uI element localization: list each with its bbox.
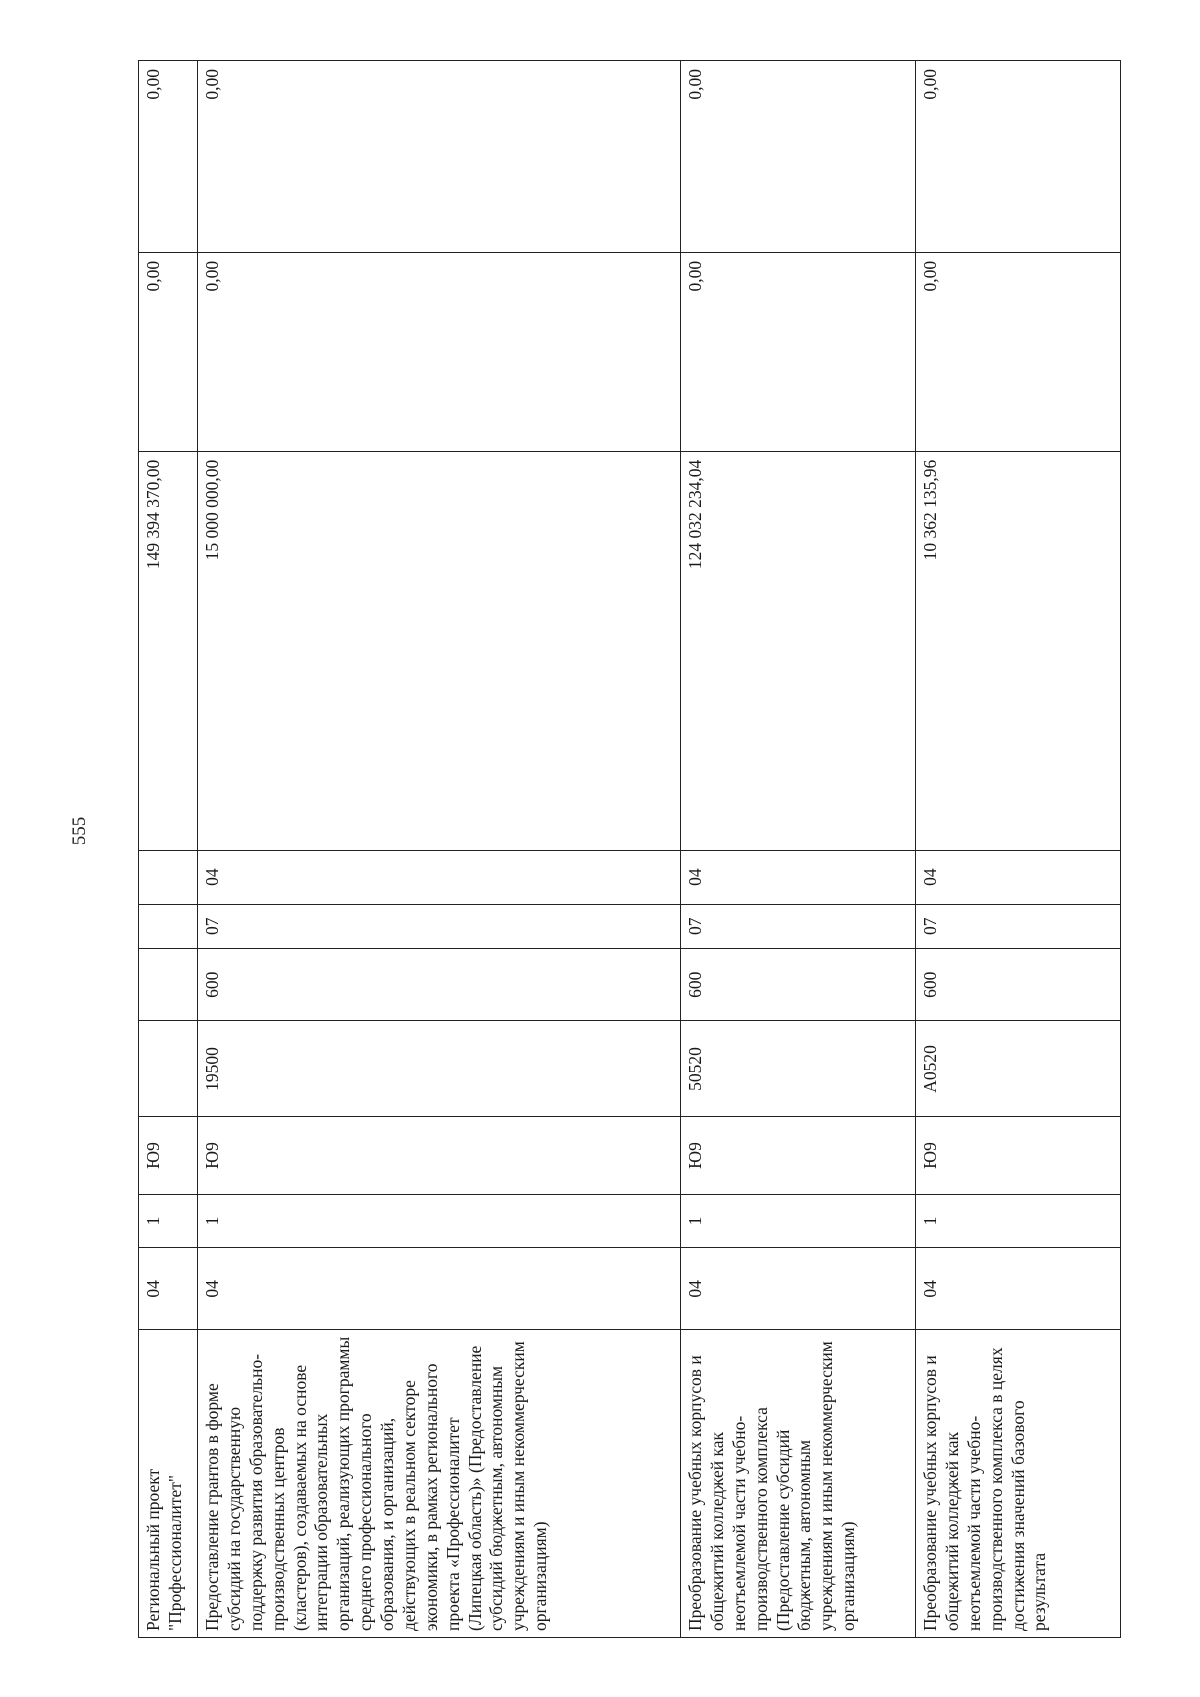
- code-cell: [139, 948, 198, 1021]
- amount-cell: 149 394 370,00: [139, 451, 198, 850]
- table-row: [139, 61, 198, 1638]
- code-cell: 1: [139, 1194, 198, 1248]
- code-cell: 04: [198, 1248, 681, 1330]
- amount-cell: 10 362 135,96: [916, 451, 1121, 850]
- code-cell: 1: [198, 1194, 681, 1248]
- code-cell: 07: [681, 904, 916, 948]
- table-row: [916, 61, 1121, 1638]
- budget-table-wrapper: [138, 60, 1102, 1638]
- page-number: 555: [69, 816, 90, 846]
- code-cell: Ю9: [681, 1117, 916, 1194]
- code-cell: 04: [139, 1248, 198, 1330]
- amount-cell: 15 000 000,00: [198, 451, 681, 850]
- code-cell: Ю9: [198, 1117, 681, 1194]
- amount-cell: 0,00: [139, 252, 198, 451]
- code-cell: 04: [916, 850, 1121, 904]
- code-cell: 04: [681, 1248, 916, 1330]
- amount-cell: 0,00: [916, 61, 1121, 253]
- code-cell: [139, 850, 198, 904]
- amount-cell: 0,00: [681, 61, 916, 253]
- amount-cell: 0,00: [139, 61, 198, 253]
- code-cell: 07: [916, 904, 1121, 948]
- amount-cell: 0,00: [916, 252, 1121, 451]
- code-cell: 19500: [198, 1021, 681, 1117]
- code-cell: 600: [916, 948, 1121, 1021]
- table-row: [198, 61, 681, 1638]
- amount-cell: 0,00: [198, 61, 681, 253]
- code-cell: 50520: [681, 1021, 916, 1117]
- row-name: Преобразование учебных корпусов и общежитий колледжей как неотъемлемой части учебно-производственного комплекса (Предоставление субсидий бюджетным, автономным учреждениям и иным некоммерческим организациям): [681, 1330, 916, 1638]
- row-name: Региональный проект "Профессионалитет": [139, 1330, 198, 1638]
- code-cell: 04: [198, 850, 681, 904]
- amount-cell: 0,00: [681, 252, 916, 451]
- code-cell: 600: [198, 948, 681, 1021]
- table-row: [681, 61, 916, 1638]
- code-cell: Ю9: [916, 1117, 1121, 1194]
- code-cell: 04: [916, 1248, 1121, 1330]
- budget-table: [138, 60, 1121, 1638]
- row-name: Предоставление грантов в форме субсидий на государственную поддержку развития образовательно-производственных центров (кластеров), создаваемых на основе интеграции образовательных организаций, реализующих программы среднего профессионального образования, и организаций, действующих в реальном секторе экономики, в рамках регионального проекта «Профессионалитет (Липецкая область)» (Предоставление субсидий бюджетным, автономным учреждениям и иным некоммерческим организациям): [198, 1330, 681, 1638]
- row-name: Преобразование учебных корпусов и общежитий колледжей как неотъемлемой части учебно-производственного комплекса в целях достижения значений базового результата: [916, 1330, 1121, 1638]
- code-cell: 1: [916, 1194, 1121, 1248]
- code-cell: 600: [681, 948, 916, 1021]
- code-cell: 1: [681, 1194, 916, 1248]
- code-cell: Ю9: [139, 1117, 198, 1194]
- amount-cell: 124 032 234,04: [681, 451, 916, 850]
- code-cell: А0520: [916, 1021, 1121, 1117]
- code-cell: [139, 1021, 198, 1117]
- amount-cell: 0,00: [198, 252, 681, 451]
- code-cell: 04: [681, 850, 916, 904]
- code-cell: 07: [198, 904, 681, 948]
- code-cell: [139, 904, 198, 948]
